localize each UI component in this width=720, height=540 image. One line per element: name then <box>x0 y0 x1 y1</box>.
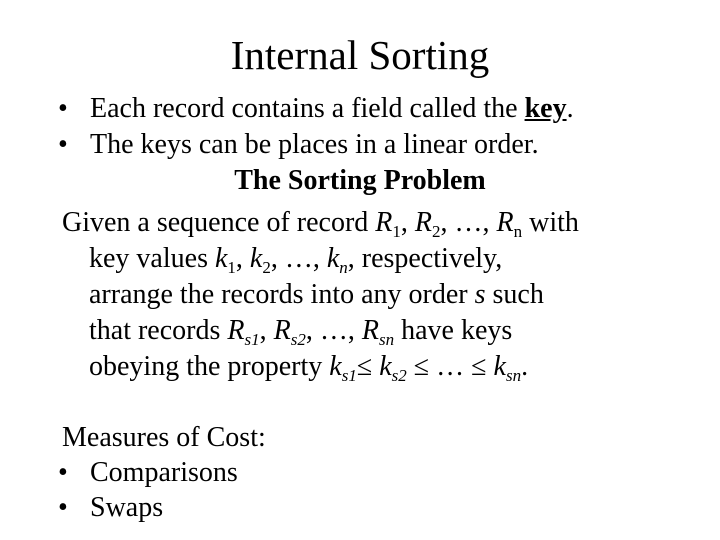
key-term: key <box>524 93 567 124</box>
math-var-R: R <box>414 207 433 238</box>
text-run: ≤ … ≤ <box>406 351 494 382</box>
measure-item-comparisons <box>58 455 238 491</box>
math-var-R: R <box>375 207 393 238</box>
text-run: , <box>235 243 250 274</box>
text-run: . <box>521 351 529 382</box>
subheading: The Sorting Problem <box>234 165 486 196</box>
measure-text: Swaps <box>90 492 164 523</box>
subscript: 1 <box>227 258 236 277</box>
text-run: , <box>259 315 274 346</box>
math-var-k: k <box>326 243 340 274</box>
text-run: that records <box>89 315 228 346</box>
bullet-text: Each record contains a field called the <box>90 93 525 124</box>
math-var-R: R <box>273 315 291 346</box>
text-run: , …, <box>440 207 497 238</box>
problem-line-1 <box>62 205 579 241</box>
bullet-marker: • <box>58 457 68 488</box>
problem-line-3 <box>89 277 544 313</box>
math-var-s: s <box>474 279 486 310</box>
bullet-marker: • <box>58 129 68 160</box>
text-run: , respectively, <box>347 243 503 274</box>
bullet-marker: • <box>58 93 68 124</box>
subscript: 2 <box>432 222 441 241</box>
math-var-k: k <box>214 243 228 274</box>
math-var-R: R <box>496 207 514 238</box>
problem-line-2 <box>89 241 502 277</box>
slide-title: Internal Sorting <box>230 32 490 78</box>
subscript: sn <box>378 330 395 349</box>
math-var-R: R <box>361 315 379 346</box>
text-run: key values <box>89 243 215 274</box>
bullet-item-linear-order <box>58 127 539 163</box>
math-var-k: k <box>249 243 263 274</box>
text-run: with <box>522 207 579 238</box>
subscript: sn <box>505 366 522 385</box>
subscript: s2 <box>391 366 407 385</box>
problem-line-5 <box>89 349 528 385</box>
math-var-k: k <box>329 351 342 382</box>
text-run: such <box>485 279 544 310</box>
text-run: , …, <box>270 243 327 274</box>
subscript: 1 <box>392 222 401 241</box>
bullet-text: The keys can be places in a linear order. <box>90 129 539 160</box>
text-run: have keys <box>394 315 513 346</box>
subscript: 2 <box>262 258 271 277</box>
text-run: ≤ <box>356 351 380 382</box>
bullet-text-end: . <box>566 93 574 124</box>
subscript: s2 <box>290 330 306 349</box>
text-run: arrange the records into any order <box>89 279 475 310</box>
subscript: s1 <box>341 366 357 385</box>
measure-text: Comparisons <box>90 457 238 488</box>
measures-heading: Measures of Cost: <box>62 422 266 453</box>
problem-line-4 <box>89 313 512 349</box>
bullet-item-key <box>58 91 574 127</box>
subscript: n <box>513 222 523 241</box>
subscript: n <box>339 258 348 277</box>
subscript: s1 <box>244 330 260 349</box>
math-var-R: R <box>227 315 245 346</box>
text-run: , …, <box>305 315 362 346</box>
measure-item-swaps <box>58 490 163 526</box>
bullet-marker: • <box>58 492 68 523</box>
math-var-k: k <box>493 351 506 382</box>
text-run: , <box>400 207 415 238</box>
text-run: obeying the property <box>89 351 330 382</box>
text-run: Given a sequence of record <box>62 207 376 238</box>
math-var-k: k <box>379 351 392 382</box>
